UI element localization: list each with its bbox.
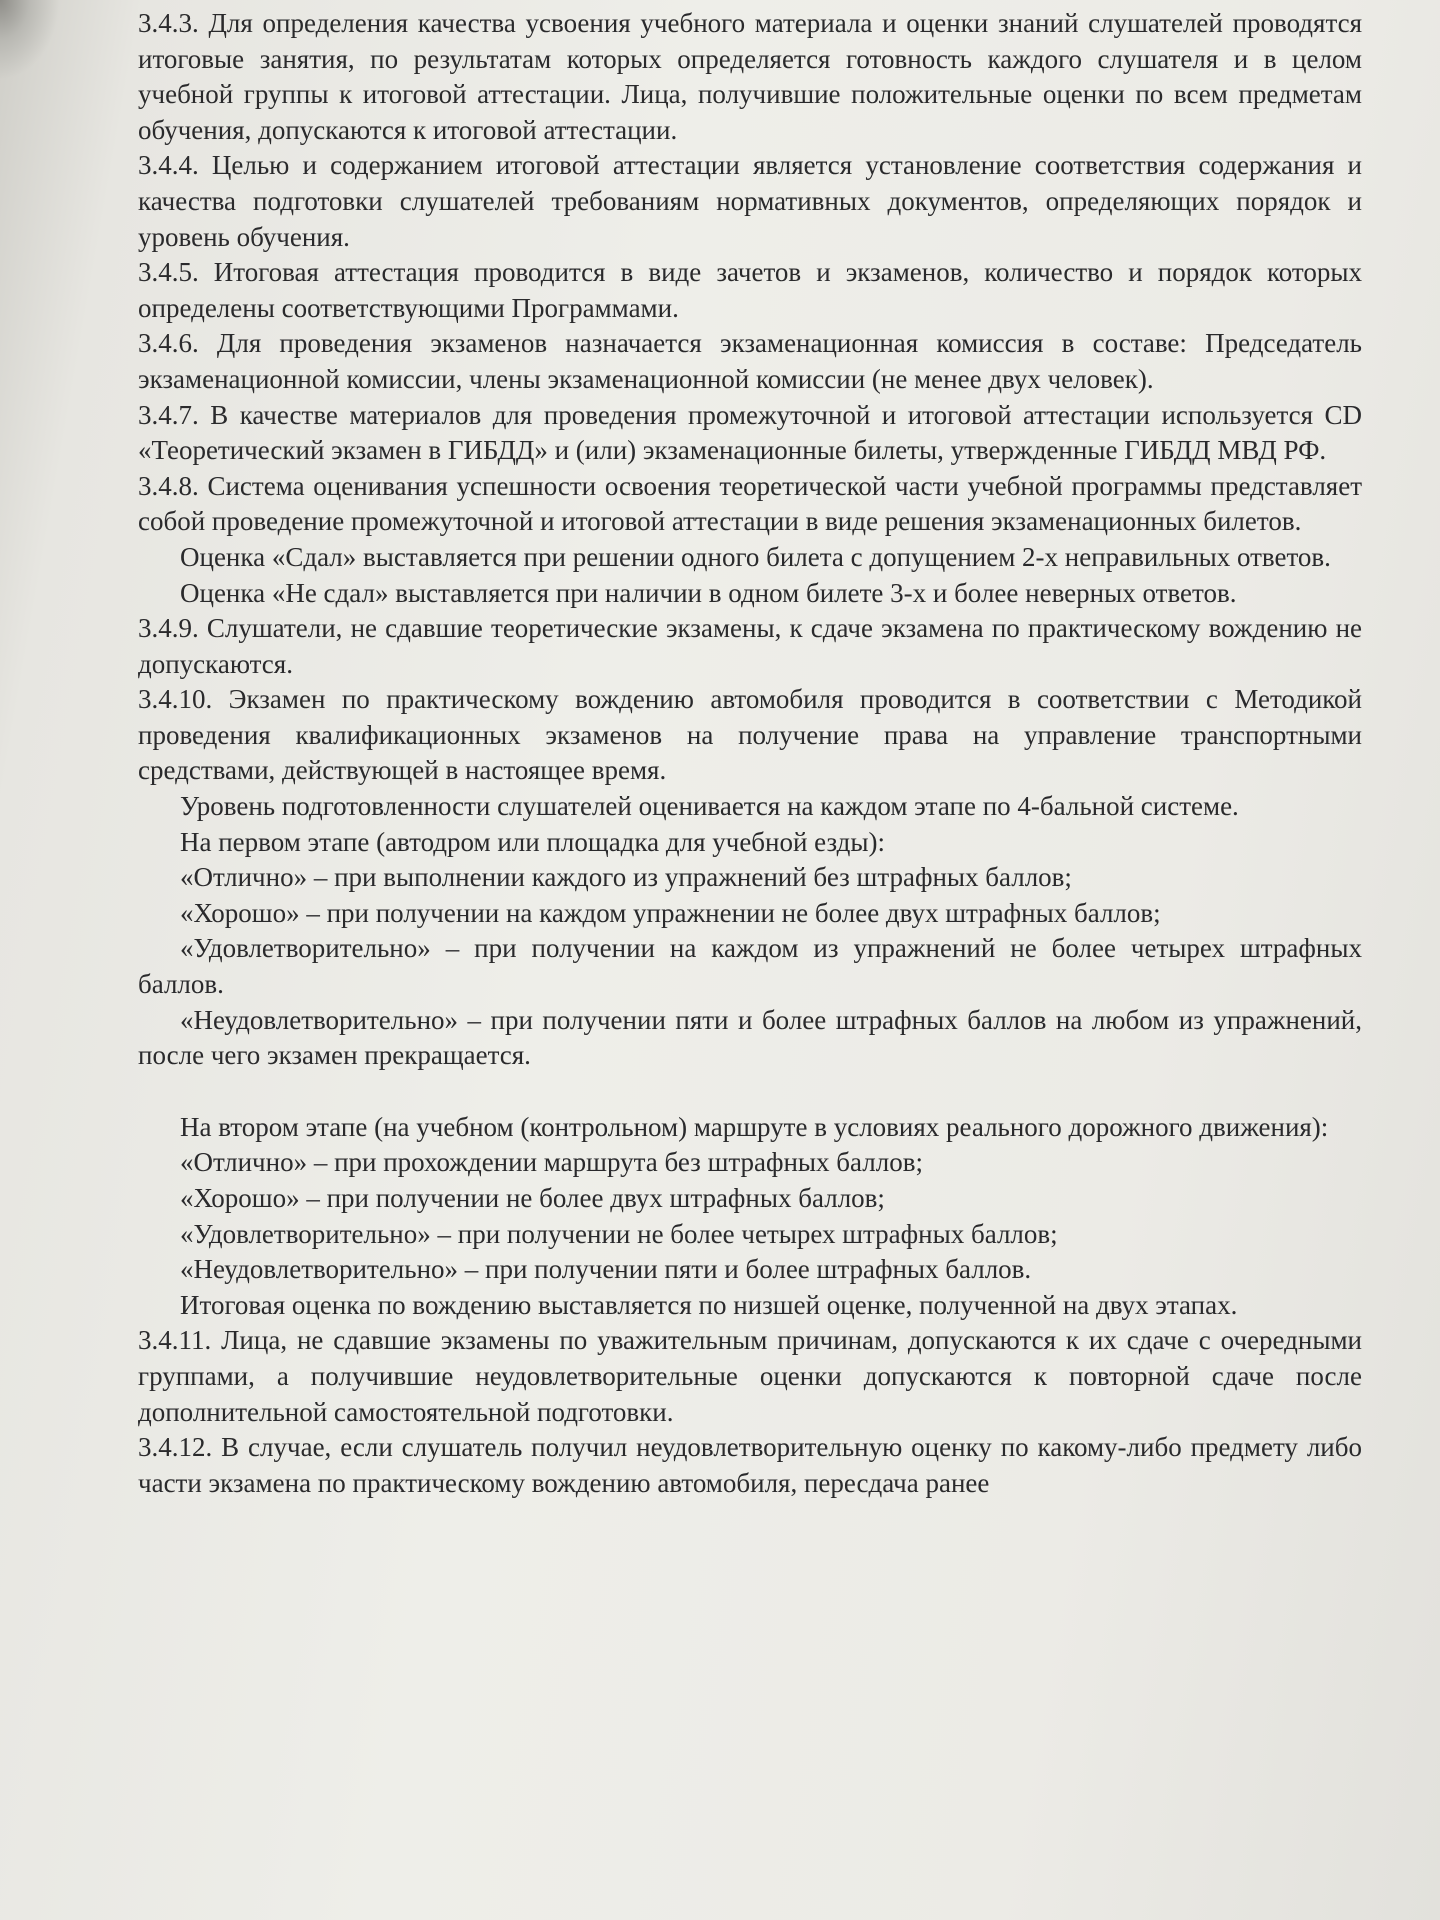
- document-body: [138, 6, 1362, 1501]
- grade-passed-paragraph: Оценка «Сдал» выставляется при решении одного билета с допущением 2-х неправильных ответов.: [180, 541, 1331, 572]
- paragraph-3-4-4: 3.4.4. Целью и содержанием итоговой аттестации является установление соответствия содержания и качества подготовки слушателей требованиям нормативных документов, определяющих порядок и уровень обучения.: [138, 150, 1362, 252]
- paragraph-3-4-12: 3.4.12. В случае, если слушатель получил неудовлетворительную оценку по какому-либо предмету либо части экзамена по практическому вождению автомобиля, пересдача ранее: [138, 1432, 1362, 1498]
- stage-two-heading: На втором этапе (на учебном (контрольном) маршруте в условиях реального дорожного движения):: [180, 1111, 1329, 1142]
- grading-system-paragraph: Уровень подготовленности слушателей оценивается на каждом этапе по 4-бальной системе.: [180, 791, 1239, 822]
- stage-one-unsatisfactory: «Неудовлетворительно» – при получении пяти и более штрафных баллов на любом из упражнений, после чего экзамен прекращается.: [138, 1004, 1362, 1071]
- paragraph-3-4-5: 3.4.5. Итоговая аттестация проводится в виде зачетов и экзаменов, количество и порядок которых определены соответствующими Программами.: [138, 257, 1362, 323]
- paragraph-3-4-11: 3.4.11. Лица, не сдавшие экзамены по уважительным причинам, допускаются к их сдаче с очередными группами, а получившие неудовлетворительные оценки допускаются к повторной сдаче после дополнительной самостоятельной подготовки.: [138, 1325, 1362, 1427]
- blank-line: [138, 1074, 1362, 1110]
- stage-one-excellent: «Отлично» – при выполнении каждого из упражнений без штрафных баллов;: [180, 862, 1072, 893]
- paragraph-3-4-9: 3.4.9. Слушатели, не сдавшие теоретические экзамены, к сдаче экзамена по практическому вождению не допускаются.: [138, 613, 1362, 679]
- grade-failed-paragraph: Оценка «Не сдал» выставляется при наличии в одном билете 3-х и более неверных ответов.: [180, 577, 1237, 608]
- paragraph-3-4-6: 3.4.6. Для проведения экзаменов назначается экзаменационная комиссия в составе: Председатель экзаменационной комиссии, члены экзаменационной комиссии (не менее двух человек).: [138, 328, 1362, 394]
- final-driving-grade-paragraph: Итоговая оценка по вождению выставляется по низшей оценке, полученной на двух этапах.: [180, 1289, 1238, 1320]
- stage-two-satisfactory: «Удовлетворительно» – при получении не более четырех штрафных баллов;: [180, 1218, 1058, 1249]
- stage-two-excellent: «Отлично» – при прохождении маршрута без штрафных баллов;: [180, 1147, 923, 1178]
- stage-two-good: «Хорошо» – при получении не более двух штрафных баллов;: [180, 1183, 885, 1213]
- stage-two-unsatisfactory: «Неудовлетворительно» – при получении пяти и более штрафных баллов.: [180, 1254, 1032, 1285]
- paragraph-3-4-8: 3.4.8. Система оценивания успешности освоения теоретической части учебной программы представляет собой проведение промежуточной и итоговой аттестации в виде решения экзаменационных билетов.: [138, 470, 1362, 537]
- page-corner-shadow: [0, 0, 60, 80]
- paragraph-3-4-7: 3.4.7. В качестве материалов для проведения промежуточной и итоговой аттестации используется CD «Теоретический экзамен в ГИБДД» и (или) экзаменационные билеты, утвержденные ГИБДД МВД РФ.: [138, 399, 1362, 466]
- paragraph-3-4-10: 3.4.10. Экзамен по практическому вождению автомобиля проводится в соответствии с Методикой проведения квалификационных экзаменов на получение права на управление транспортными средствами, действующей в настоящее время.: [138, 684, 1362, 786]
- stage-one-satisfactory: «Удовлетворительно» – при получении на каждом из упражнений не более четырех штрафных баллов.: [138, 933, 1362, 1000]
- stage-one-good: «Хорошо» – при получении на каждом упражнении не более двух штрафных баллов;: [180, 897, 1161, 928]
- paragraph-3-4-3: 3.4.3. Для определения качества усвоения учебного материала и оценки знаний слушателей проводятся итоговые занятия, по результатам которых определяется готовность каждого слушателя и в целом учебной группы к итоговой аттестации. Лица, получившие положительные оценки по всем предметам обучения, допускаются к итоговой аттестации.: [138, 8, 1362, 145]
- stage-one-heading: На первом этапе (автодром или площадка для учебной езды):: [180, 826, 886, 857]
